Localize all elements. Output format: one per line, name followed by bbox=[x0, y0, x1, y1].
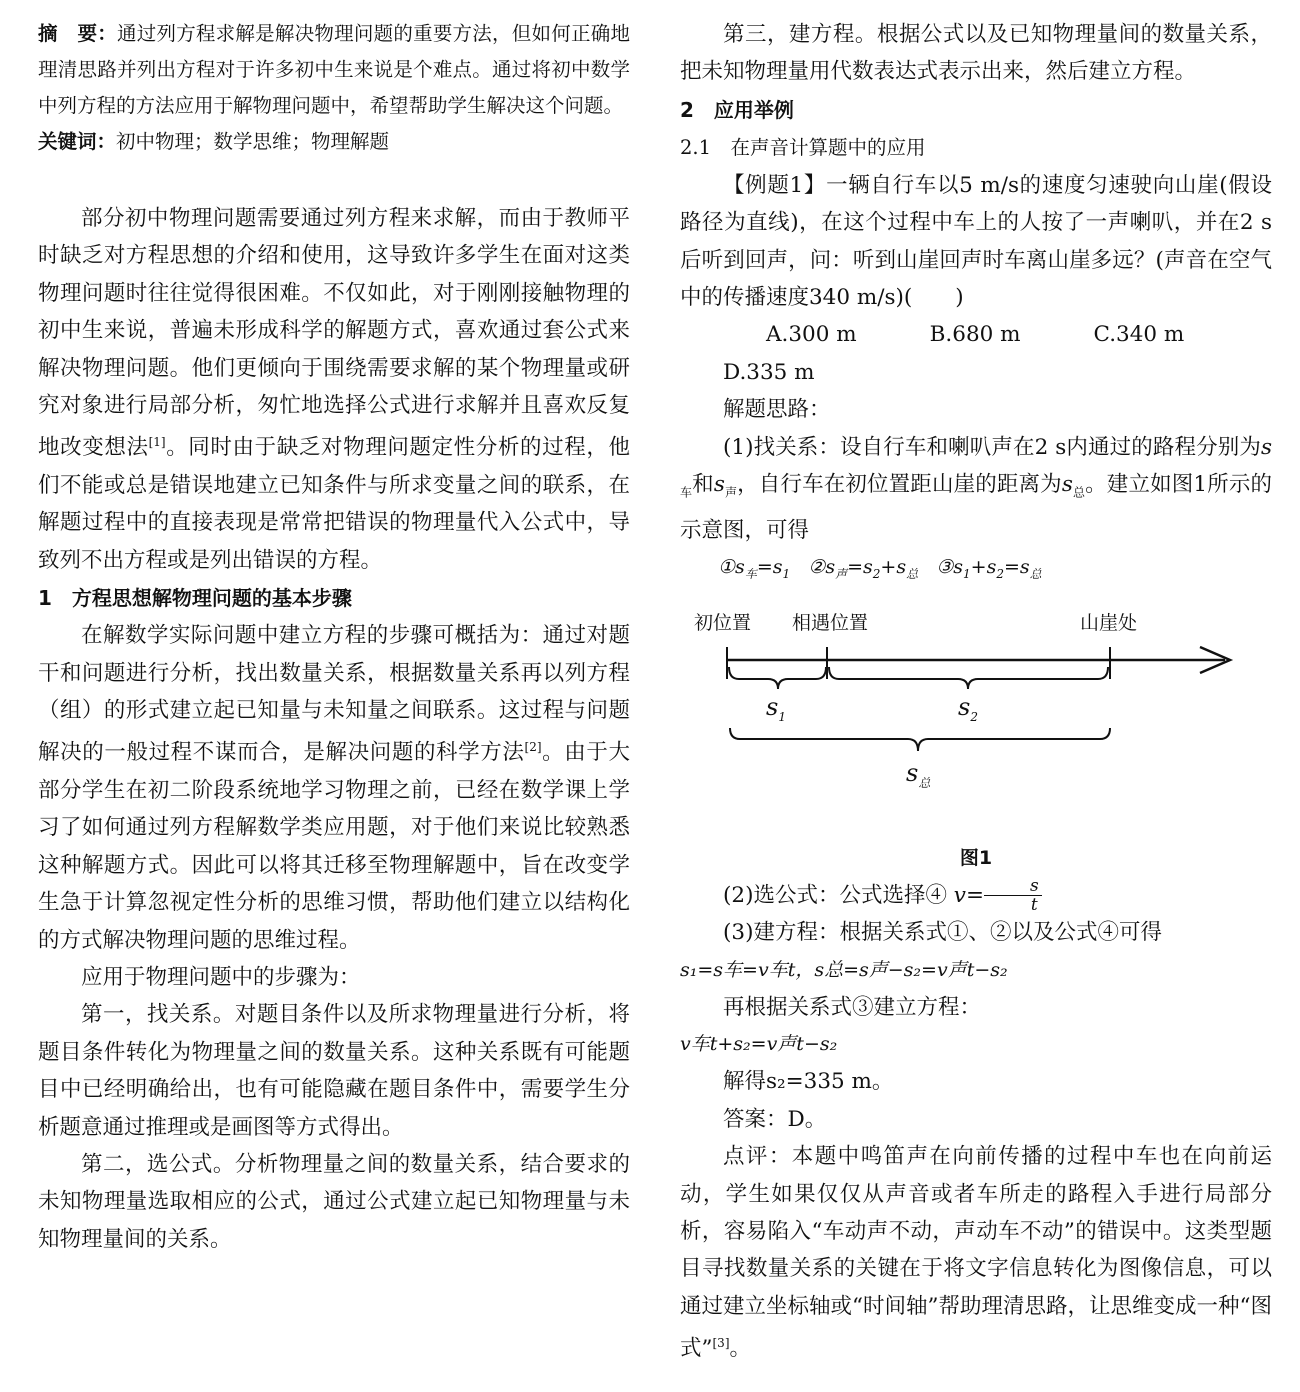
circ: ① bbox=[718, 556, 736, 579]
figure-caption: 图1 bbox=[959, 846, 993, 869]
step2-text: (2)选公式：公式选择④ bbox=[723, 882, 954, 908]
sub: 车 bbox=[680, 485, 693, 500]
intro-text-cont: 。同时由于缺乏对物理问题定性分析的过程，他们不能或总是错误地建立已知条件与所求变量之间的联系，在解题过程中的直接表现是常常把错误的物理量代入公式中，导致列不出方程或是列出错误的方程。 bbox=[38, 435, 630, 573]
citation: [3] bbox=[712, 1336, 730, 1351]
sub: 总 bbox=[1029, 566, 1042, 581]
sub: 1 bbox=[963, 566, 971, 581]
sub: 2 bbox=[996, 566, 1004, 581]
step1-text-3: 。建立如图1所示的示意图，可得 bbox=[680, 472, 1272, 543]
answer-options bbox=[680, 316, 1272, 391]
keywords-label: 关键词： bbox=[38, 130, 117, 153]
thinking-label: 解题思路： bbox=[723, 397, 831, 423]
section-2-1-title: 2.1 在声音计算题中的应用 bbox=[680, 135, 926, 159]
sym: s bbox=[713, 472, 725, 498]
step1-text: (1)找关系：设自行车和喇叭声在2 s内通过的路程分别为 bbox=[723, 434, 1261, 460]
sym: s bbox=[1061, 472, 1073, 498]
label-s1-sym: s bbox=[766, 692, 779, 721]
comment-paragraph bbox=[680, 1138, 1272, 1368]
sub: 2 bbox=[872, 566, 881, 581]
option-d: D.335 m bbox=[723, 359, 815, 385]
eq: +s bbox=[970, 556, 997, 579]
abstract-text: 通过列方程求解是解决物理问题的重要方法，但如何正确地理清思路并列出方程对于许多初中生来说是个难点。通过将初中数学中列方程的方法应用于解物理问题中，希望帮助学生解决这个问题。 bbox=[38, 22, 630, 117]
step-1 bbox=[680, 429, 1272, 550]
section-1-title: 1 方程思想解物理问题的基本步骤 bbox=[38, 586, 352, 611]
sub: 声 bbox=[724, 485, 738, 500]
denominator: t bbox=[1030, 895, 1038, 916]
s1-text: 在解数学实际问题中建立方程的步骤可概括为：通过对题干和问题进行分析，找出数量关系，根据数量关系再以列方程（组）的形式建立起已知量与未知量之间联系。这过程与问题解决的一般过程不谋而合，是解决问题的科学方法 bbox=[38, 623, 630, 766]
label-s2-sym: s bbox=[958, 692, 971, 721]
answer-text: 答案：D。 bbox=[723, 1106, 827, 1132]
derivation-1: s₁=s车=v车t，s总=s声−s₂=v声t−s₂ bbox=[680, 958, 1008, 981]
step-one-paragraph: 第一，找关系。对题目条件以及所求物理量进行分析，将题目条件转化为物理量之间的数量关系。这种关系既有可能题目中已经明确给出，也有可能隐藏在题目条件中，需要学生分析题意通过推理或是画图等方式得出。 bbox=[38, 1002, 630, 1140]
spacer bbox=[38, 160, 630, 200]
citation: [1] bbox=[148, 435, 166, 450]
intro-paragraph bbox=[38, 200, 630, 579]
label-s1 bbox=[766, 693, 786, 724]
option-c: C.340 m bbox=[1093, 322, 1185, 348]
step-3: (3)建方程：根据关系式①、②以及公式④可得 bbox=[723, 920, 1162, 946]
label-stotal-sub: 总 bbox=[918, 775, 931, 790]
sub: 车 bbox=[744, 566, 757, 581]
label-s1-sub: 1 bbox=[778, 709, 786, 724]
brace-total bbox=[730, 728, 1110, 751]
option-b: B.680 m bbox=[929, 322, 1021, 348]
section-2-title: 2 应用举例 bbox=[680, 97, 794, 122]
example-1: 【例题1】一辆自行车以5 m/s的速度匀速驶向山崖(假设路径为直线)，在这个过程中车上的人按了一声喇叭，并在2 s后听到回声，问：听到山崖回声时车离山崖多远？(声音在空气中的传播速度340 m/s)( ) bbox=[680, 172, 1272, 311]
sub: 声 bbox=[835, 566, 848, 581]
formula-fraction bbox=[984, 877, 1042, 914]
keywords bbox=[38, 124, 630, 160]
intro-text: 部分初中物理问题需要通过列方程来求解，而由于教师平时缺乏对方程思想的介绍和使用，这导致许多学生在面对这类物理问题时往往觉得很困难。不仅如此，对于刚刚接触物理的初中生来说，普遍未形成科学的解题方式，喜欢通过套公式来解决物理问题。他们更倾向于围绕需要求解的某个物理量或研究对象进行局部分析，匆忙地选择公式进行求解并且喜欢反复地改变想法 bbox=[38, 206, 630, 461]
sub: 1 bbox=[782, 566, 791, 581]
eq: =s bbox=[1003, 556, 1030, 579]
abstract bbox=[38, 16, 630, 124]
numerator: s bbox=[984, 877, 1042, 896]
comment-text: 点评：本题中鸣笛声在向前传播的过程中车也在向前运动，学生如果仅仅从声音或者车所走的路程入手进行局部分析，容易陷入“车动声不动，声动车不动”的错误中。这类型题目寻找数量关系的关键在于将文字信息转化为图像信息，可以通过建立坐标轴或“时间轴”帮助理清思路，让思维变成一种“图式” bbox=[680, 1144, 1272, 1362]
step-two-paragraph: 第二，选公式。分析物理量之间的数量关系，结合要求的未知物理量选取相应的公式，通过公式建立起已知物理量与未知物理量间的关系。 bbox=[38, 1152, 630, 1252]
eq: =s bbox=[756, 556, 783, 579]
solve-text: 解得s₂=335 m。 bbox=[723, 1069, 894, 1095]
citation: [2] bbox=[524, 740, 542, 755]
abstract-label: 摘 要： bbox=[38, 22, 117, 45]
label-s2 bbox=[958, 693, 978, 724]
comment-end: 。 bbox=[729, 1336, 752, 1362]
step1-text-2: ，自行车在初位置距山崖的距离为 bbox=[737, 472, 1062, 498]
circ: ③ bbox=[936, 556, 954, 579]
label-meet: 相遇位置 bbox=[792, 611, 869, 634]
sym: s bbox=[825, 556, 836, 579]
s1-text-cont: 。由于大部分学生在初二阶段系统地学习物理之前，已经在数学课上学习了如何通过列方程解数学类应用题，对于他们来说比较熟悉这种解题方式。因此可以将其迁移至物理解题中，旨在改变学生急于计算忽视定性分析的思维习惯，帮助他们建立以结构化的方式解决物理问题的思维过程。 bbox=[38, 740, 630, 953]
eq: s bbox=[953, 556, 964, 579]
eq: +s bbox=[880, 556, 907, 579]
sub: 总 bbox=[906, 566, 919, 581]
figure-1 bbox=[680, 593, 1272, 843]
label-start: 初位置 bbox=[694, 611, 752, 634]
keywords-text: 初中物理；数学思维；物理解题 bbox=[116, 130, 390, 153]
sub: 总 bbox=[1072, 485, 1086, 500]
label-cliff: 山崖处 bbox=[1080, 611, 1138, 634]
eq: =s bbox=[847, 556, 873, 579]
sym: s bbox=[735, 556, 745, 579]
right-column bbox=[680, 16, 1272, 1368]
label-stotal bbox=[906, 759, 930, 791]
sym: s bbox=[1260, 434, 1272, 460]
derivation-2: v车t+s₂=v声t−s₂ bbox=[680, 1033, 838, 1056]
option-a: A.300 m bbox=[766, 322, 857, 348]
label-s2-sub: 2 bbox=[970, 709, 978, 724]
formula-v: v= bbox=[953, 882, 984, 908]
step1-and: 和 bbox=[692, 472, 714, 498]
relations bbox=[680, 549, 1272, 593]
brace-s1 bbox=[729, 667, 826, 689]
brace-s2 bbox=[829, 667, 1108, 689]
left-column bbox=[38, 16, 630, 1258]
step-three-paragraph: 第三，建方程。根据公式以及已知物理量间的数量关系，把未知物理量用代数表达式表示出来，然后建立方程。 bbox=[680, 22, 1272, 85]
section-1-paragraph bbox=[38, 617, 630, 959]
again-text: 再根据关系式③建立方程： bbox=[723, 994, 982, 1020]
circ: ② bbox=[808, 556, 826, 579]
label-stotal-sym: s bbox=[906, 758, 919, 787]
step-2 bbox=[680, 877, 1272, 915]
steps-intro: 应用于物理问题中的步骤为： bbox=[81, 965, 361, 991]
